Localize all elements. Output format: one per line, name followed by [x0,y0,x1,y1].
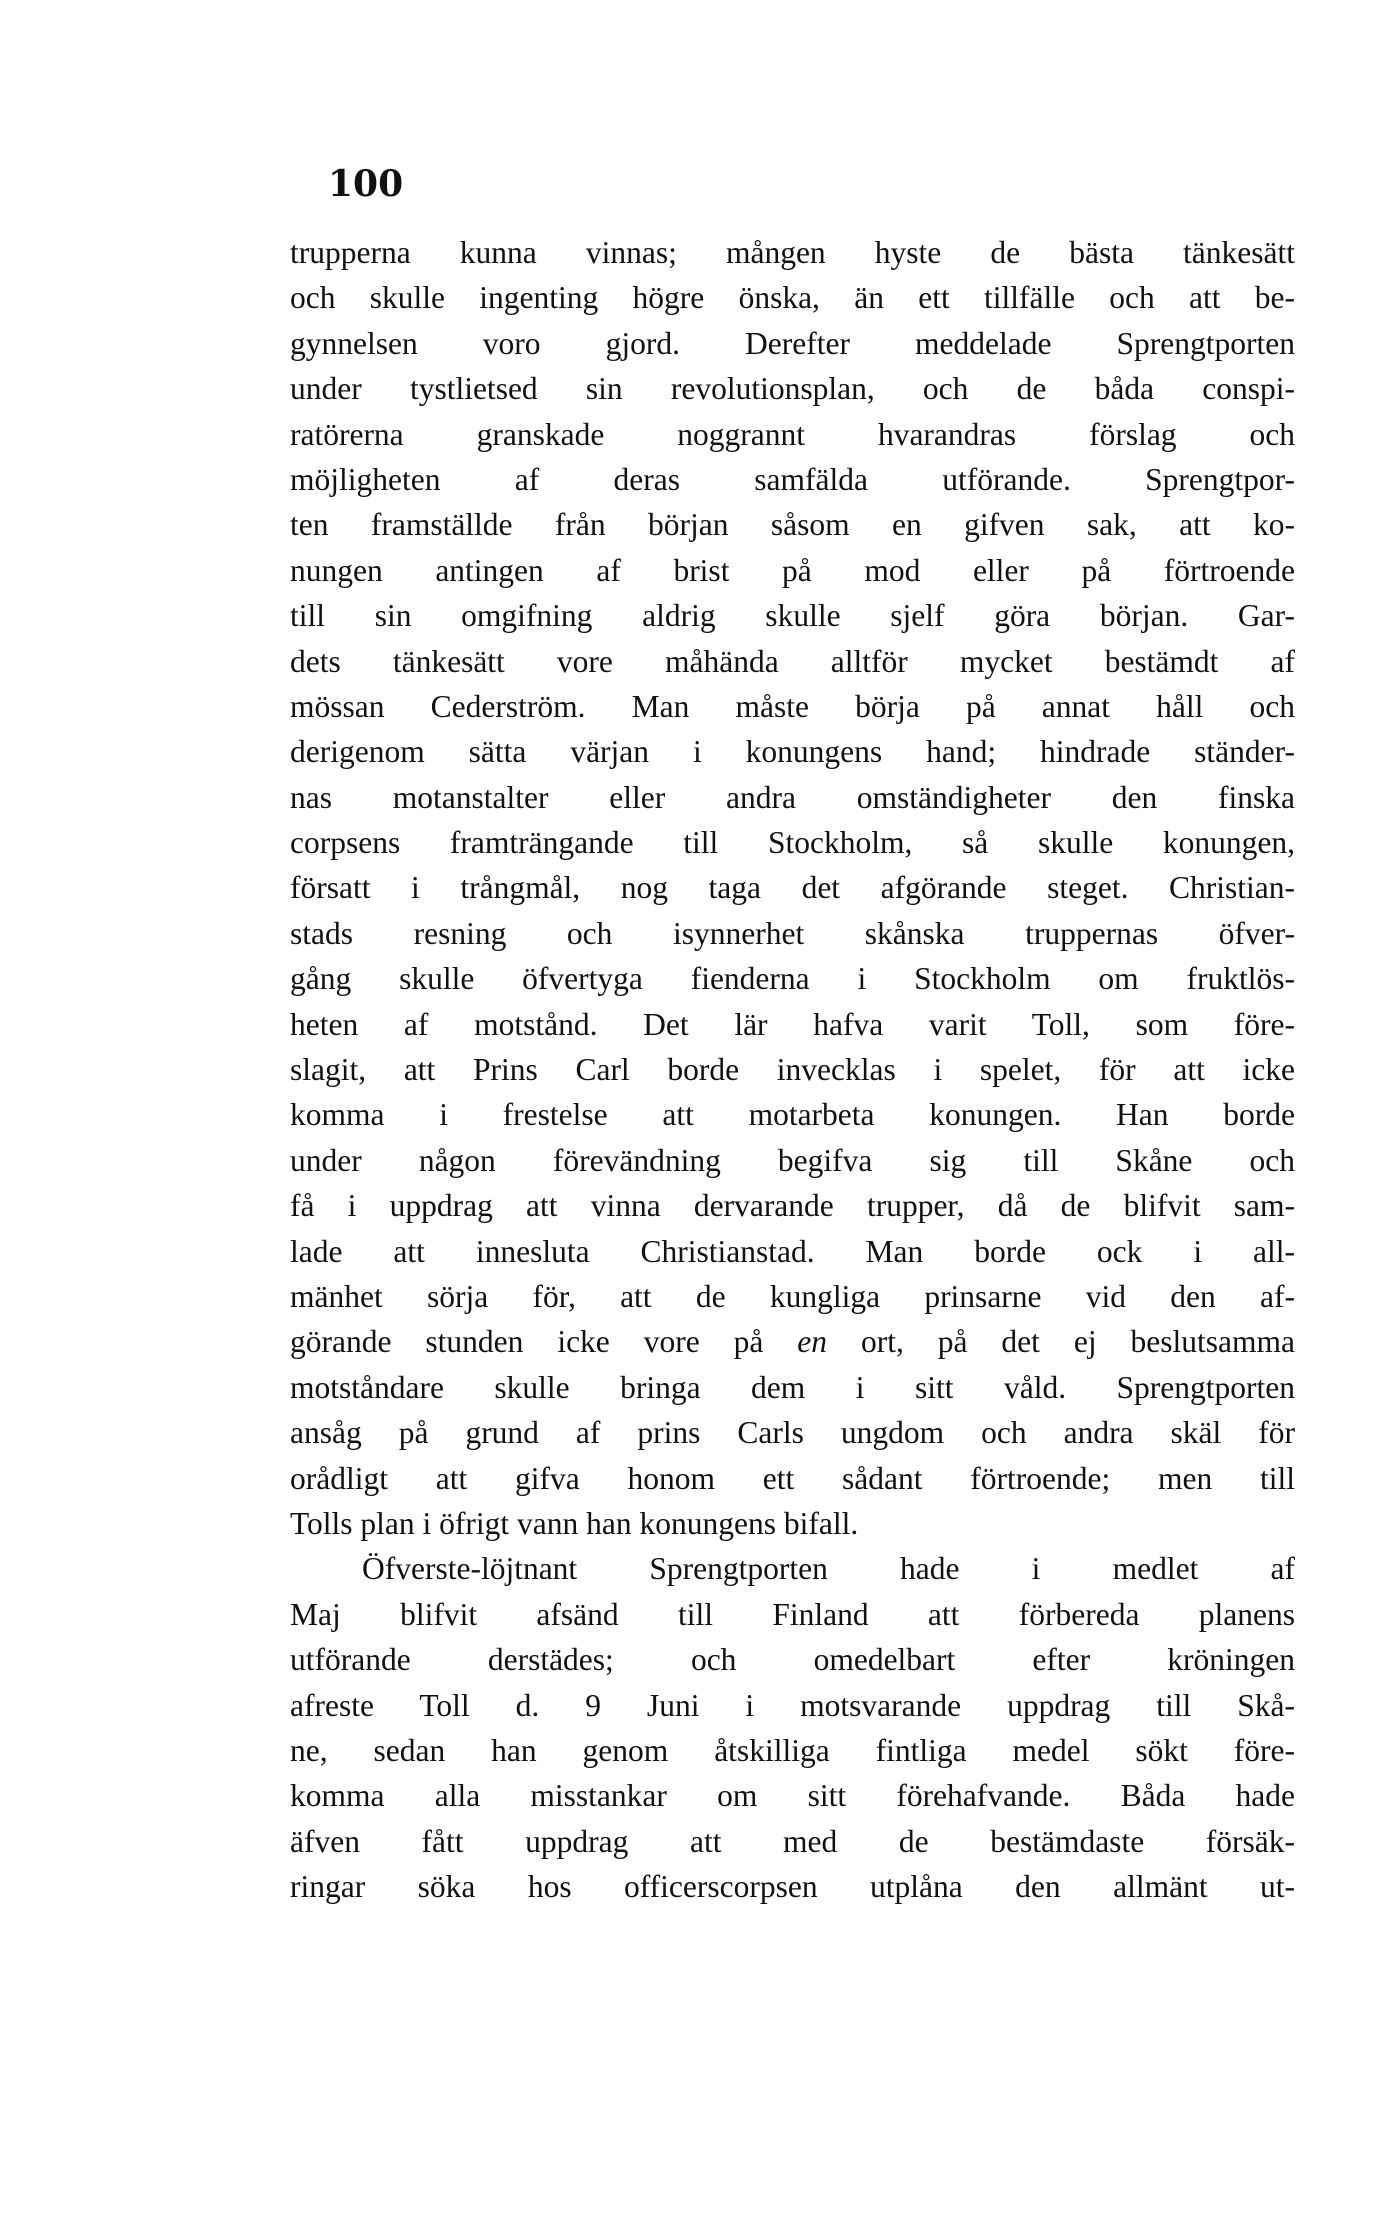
text-line: till sin omgifning aldrig skulle sjelf göra början. Gar- [290,598,1295,634]
text-line: ratörerna granskade noggrannt hvarandras förslag och [290,416,1295,452]
text-line: nungen antingen af brist på mod eller på förtroende [290,552,1295,588]
text-line: äfven fått uppdrag att med de bestämdaste försäk- [290,1823,1295,1859]
text-line: derigenom sätta värjan i konungens hand; hindrade ständer- [290,734,1295,770]
text-line: afreste Toll d. 9 Juni i motsvarande uppdrag till Skå- [290,1687,1295,1723]
text-line-with-italic [290,1319,1295,1364]
text-line: ringar söka hos officerscorpsen utplåna den allmänt ut- [290,1869,1295,1905]
text-line: stads resning och isynnerhet skånska truppernas öfver- [290,915,1295,951]
text-line: gång skulle öfvertyga fienderna i Stockholm om fruktlös- [290,961,1295,997]
italic-word: en [797,1324,828,1360]
text-segment: ort, på det ej beslutsamma [827,1324,1295,1360]
text-line: mänhet sörja för, att de kungliga prinsarne vid den af- [290,1278,1295,1314]
body-text [290,230,1295,1909]
text-line: möjligheten af deras samfälda utförande. Sprengtpor- [290,461,1295,497]
text-line: corpsens framträngande till Stockholm, så skulle konungen, [290,825,1295,861]
text-line: dets tänkesätt vore måhända alltför mycket bestämdt af [290,643,1295,679]
text-line: heten af motstånd. Det lär hafva varit Toll, som före- [290,1006,1295,1042]
text-line: orådligt att gifva honom ett sådant förtroende; men till [290,1460,1295,1496]
text-line: under tystlietsed sin revolutionsplan, och de båda conspi- [290,371,1295,407]
paragraph-start-line: Öfverste-löjtnant Sprengtporten hade i medlet af [362,1551,1295,1587]
page-number: 100 [328,163,404,205]
text-line: mössan Cederström. Man måste börja på annat håll och [290,688,1295,724]
text-line: gynnelsen voro gjord. Derefter meddelade Sprengtporten [290,325,1295,361]
text-line: och skulle ingenting högre önska, än ett tillfälle och att be- [290,280,1295,316]
text-line: försatt i trångmål, nog taga det afgörande steget. Christian- [290,870,1295,906]
text-line: få i uppdrag att vinna dervarande trupper, då de blifvit sam- [290,1188,1295,1224]
text-line: ansåg på grund af prins Carls ungdom och andra skäl för [290,1415,1295,1451]
paragraph-end-line: Tolls plan i öfrigt vann han konungens bifall. [290,1505,859,1541]
text-line: under någon förevändning begifva sig till Skåne och [290,1142,1295,1178]
text-line: ne, sedan han genom åtskilliga fintliga medel sökt före- [290,1732,1295,1768]
text-line: nas motanstalter eller andra omständigheter den finska [290,779,1295,815]
text-line: Maj blifvit afsänd till Finland att förbereda planens [290,1596,1295,1632]
text-line: lade att innesluta Christianstad. Man borde ock i all- [290,1233,1295,1269]
text-line: komma alla misstankar om sitt förehafvande. Båda hade [290,1778,1295,1814]
text-line: trupperna kunna vinnas; mången hyste de bästa tänkesätt [290,235,1295,270]
text-line: ten framställde från början såsom en gifven sak, att ko- [290,507,1295,543]
text-line: slagit, att Prins Carl borde invecklas i spelet, för att icke [290,1052,1295,1088]
text-line: komma i frestelse att motarbeta konungen. Han borde [290,1097,1295,1133]
text-line: motståndare skulle bringa dem i sitt våld. Sprengtporten [290,1369,1295,1405]
text-segment: görande stunden icke vore på [290,1324,798,1360]
text-line: utförande derstädes; och omedelbart efter kröningen [290,1642,1295,1678]
